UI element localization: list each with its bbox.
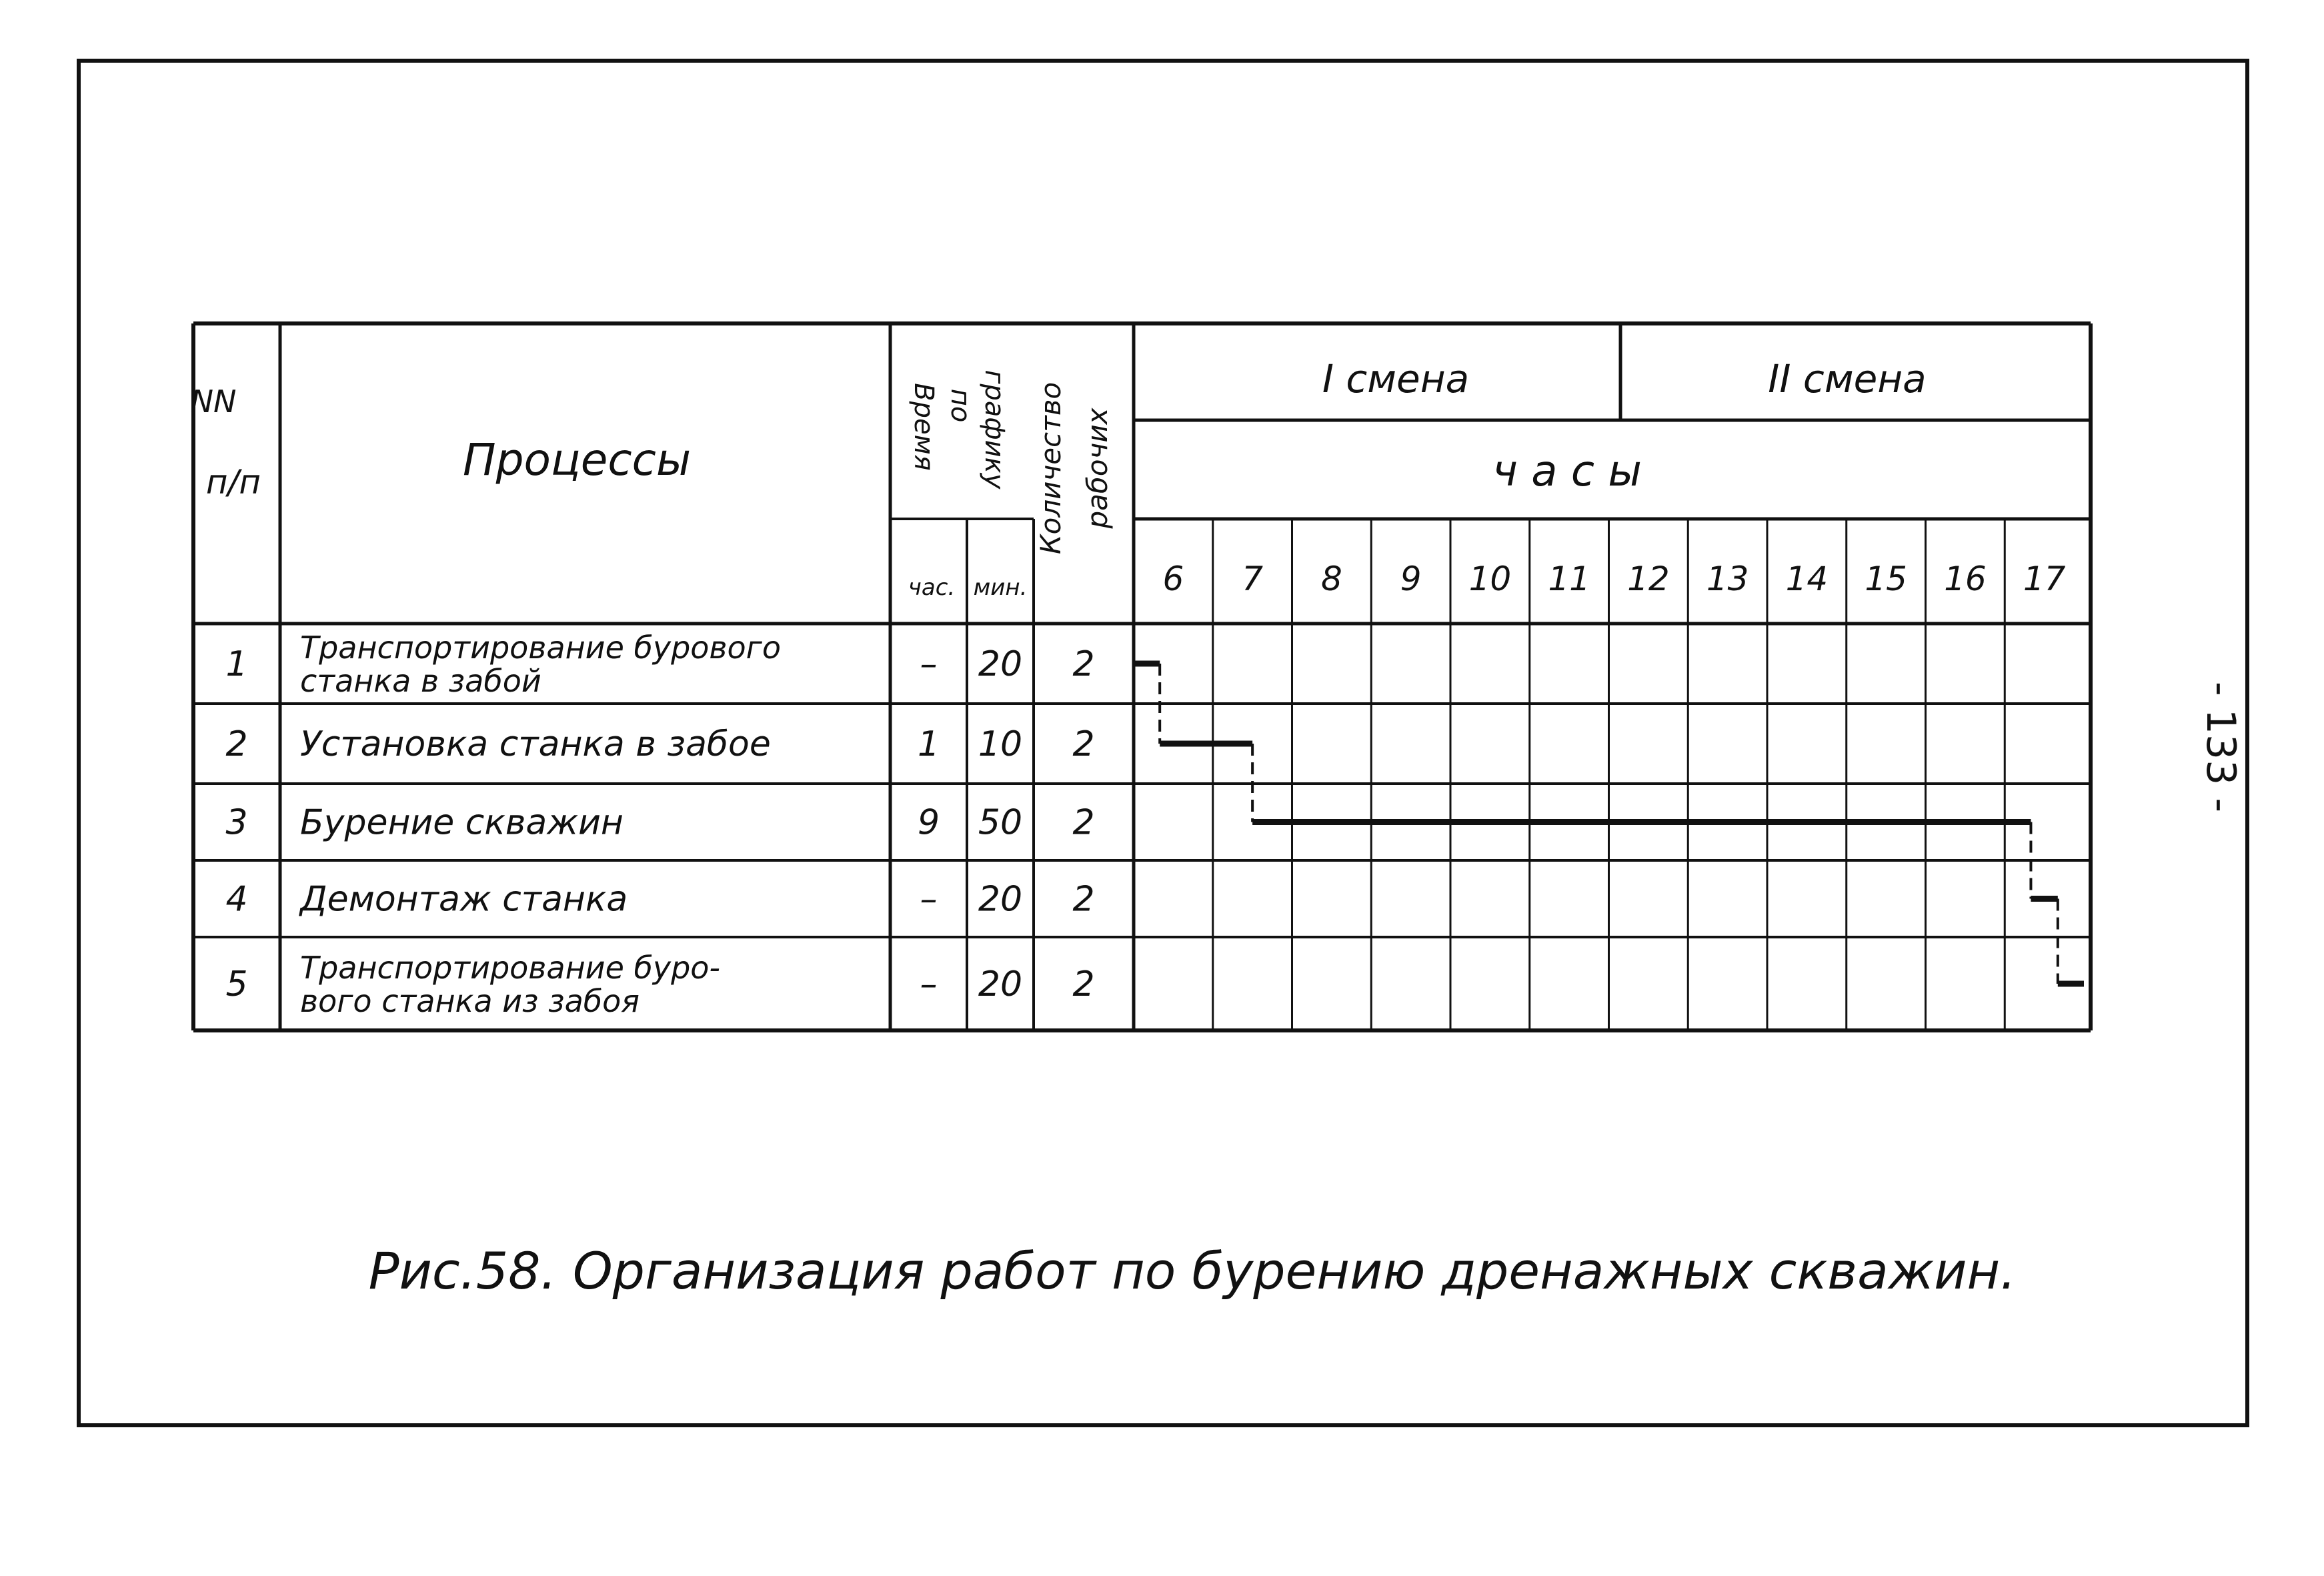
row-number: 4 [225,879,248,920]
hour-label-6: 6 [1162,560,1184,598]
hour-label-10: 10 [1468,560,1512,598]
row-workers: 2 [1072,644,1095,684]
row-process-line: Транспортирование буро- [300,950,721,986]
header-workers-count [1034,382,1114,554]
header-time-line-3: графику [979,369,1010,490]
hour-label-7: 7 [1242,560,1264,598]
hour-label-16: 16 [1944,560,1987,598]
table-row [225,724,1094,764]
header-hours-short: час. [908,574,956,601]
row-minutes: 20 [978,879,1023,920]
row-process: Установка станка в забое [300,724,771,764]
row-workers: 2 [1072,964,1095,1004]
header-time-line-2: по [945,388,976,423]
row-number: 1 [225,644,248,684]
header-pp: п/п [205,463,261,502]
row-process-line: станка в забой [300,663,541,699]
row-hours: – [920,964,938,1004]
row-minutes: 10 [978,724,1023,764]
row-process: Демонтаж станка [300,879,628,920]
header-shift-1: I смена [1322,356,1470,402]
table-row [225,803,1094,843]
row-process: Бурение скважин [300,802,624,843]
header-processes: Процессы [462,434,692,486]
row-minutes: 50 [978,802,1023,843]
hour-labels [1162,560,2065,598]
header-shift-2: II смена [1768,356,1927,402]
row-hours: 9 [917,802,940,843]
hour-label-9: 9 [1400,560,1422,598]
hour-label-13: 13 [1706,560,1749,598]
row-hours: – [920,879,938,920]
row-minutes: 20 [978,964,1023,1004]
row-hours: – [920,644,938,684]
table-rows [225,630,1094,1019]
table-row [225,950,1094,1019]
row-number: 2 [225,724,248,764]
hour-label-12: 12 [1627,560,1670,598]
hour-label-17: 17 [2023,560,2066,598]
row-minutes: 20 [978,644,1023,684]
table-row [225,880,1094,920]
row-process-line: вого станка из забоя [300,983,640,1019]
hour-label-11: 11 [1548,560,1590,598]
header-workers-line-1: Количество [1034,381,1067,555]
hour-label-15: 15 [1865,560,1907,598]
figure-caption: Рис.58. Организация работ по бурению дренажных скважин. [368,1241,2017,1301]
row-workers: 2 [1072,879,1095,920]
row-number: 3 [225,802,248,843]
header-minutes-short: мин. [973,574,1028,601]
row-workers: 2 [1072,802,1095,843]
header-nn: NN [190,383,237,420]
hour-label-8: 8 [1320,560,1342,598]
header-hours-label: ч а с ы [1492,447,1642,496]
row-process-line: Транспортирование бурового [300,630,781,666]
hour-label-14: 14 [1785,560,1829,598]
header-workers-line-2: рабочих [1081,408,1114,529]
row-workers: 2 [1072,724,1095,764]
page-number: - 133 - [2197,682,2244,812]
row-hours: 1 [917,724,940,764]
header-time-line-1: Время [908,383,939,471]
table-row [225,630,1094,699]
row-number: 5 [225,964,248,1004]
header-time-by-schedule [908,370,1010,490]
